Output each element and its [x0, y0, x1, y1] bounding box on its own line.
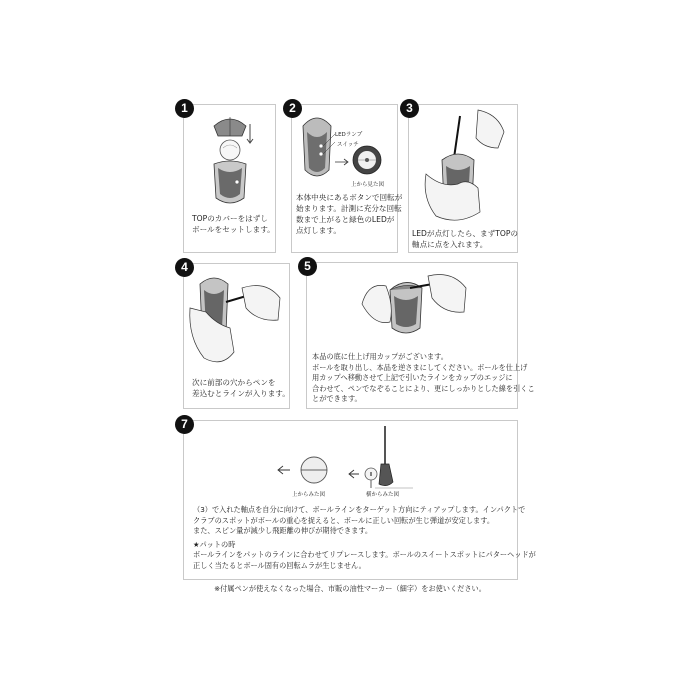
step-3-illustration [418, 108, 514, 226]
step-2-caption: 本体中央にあるボタンで回転が 始まります。計測に充分な回転 数まで上がると緑色のLEDが 点灯します。 [296, 193, 403, 235]
step-1-illustration [200, 112, 260, 212]
step-7-badge: 7 [175, 415, 194, 434]
step-2-label-led: LEDランプ [335, 132, 363, 138]
step-4-badge: 4 [175, 258, 194, 277]
step-5-badge: 5 [298, 257, 317, 276]
step-7-top-view-illustration [276, 453, 332, 487]
step-2-label-top-view: 上から見た図 [351, 182, 385, 188]
step-5-illustration [360, 266, 470, 342]
step-7-label-top-view: 上からみた図 [292, 492, 326, 498]
step-2-label-switch: スイッチ [337, 142, 359, 148]
step-2-badge: 2 [283, 99, 302, 118]
step-7-caption: （3）で入れた軸点を自分に向けて、ボールラインをターゲット方向にティアップします。インパクトで クラブのスポットがボールの重心を捉えると、ボールに正しい回転が生じ弾道が安定します。 また、スピン量が減少し飛距離の伸びが期待できます。 [193, 505, 526, 535]
step-7-putt-title: ★パットの時 [193, 540, 236, 549]
step-7-label-side-view: 横からみた図 [366, 492, 400, 498]
step-4-caption: 次に前部の穴からペンを 差込むとラインが入ります。 [192, 378, 290, 398]
step-2-illustration [295, 112, 395, 187]
step-3-caption: LEDが点灯したら、まずTOPの 軸点に点を入れます。 [412, 229, 519, 249]
footnote: ※付属ペンが使えなくなった場合、市販の油性マーカー（細字）をお使いください。 [214, 584, 486, 593]
step-1-caption: TOPのカバーをはずし ボールをセットします。 [192, 214, 275, 234]
step-5-caption: 本品の底に仕上げ用カップがございます。 ボールを取り出し、本品を逆さまにしてください。ボールを仕上げ 用カップへ移動させて上記で引いたラインをカップのエッジに 合わせて、ペンでなぞることにより、更にしっかりとした線を引くこ とができます。 [312, 352, 535, 403]
step-4-illustration [186, 268, 286, 372]
step-3-badge: 3 [400, 99, 419, 118]
step-1-badge: 1 [175, 99, 194, 118]
step-7-putt-text: ボールラインをパットのラインに合わせてリプレースします。ボールのスイートスポットにパターヘッドが 正しく当たるとボール固有の回転ムラが生じません。 [193, 550, 536, 570]
step-7-side-view-illustration [345, 424, 417, 492]
